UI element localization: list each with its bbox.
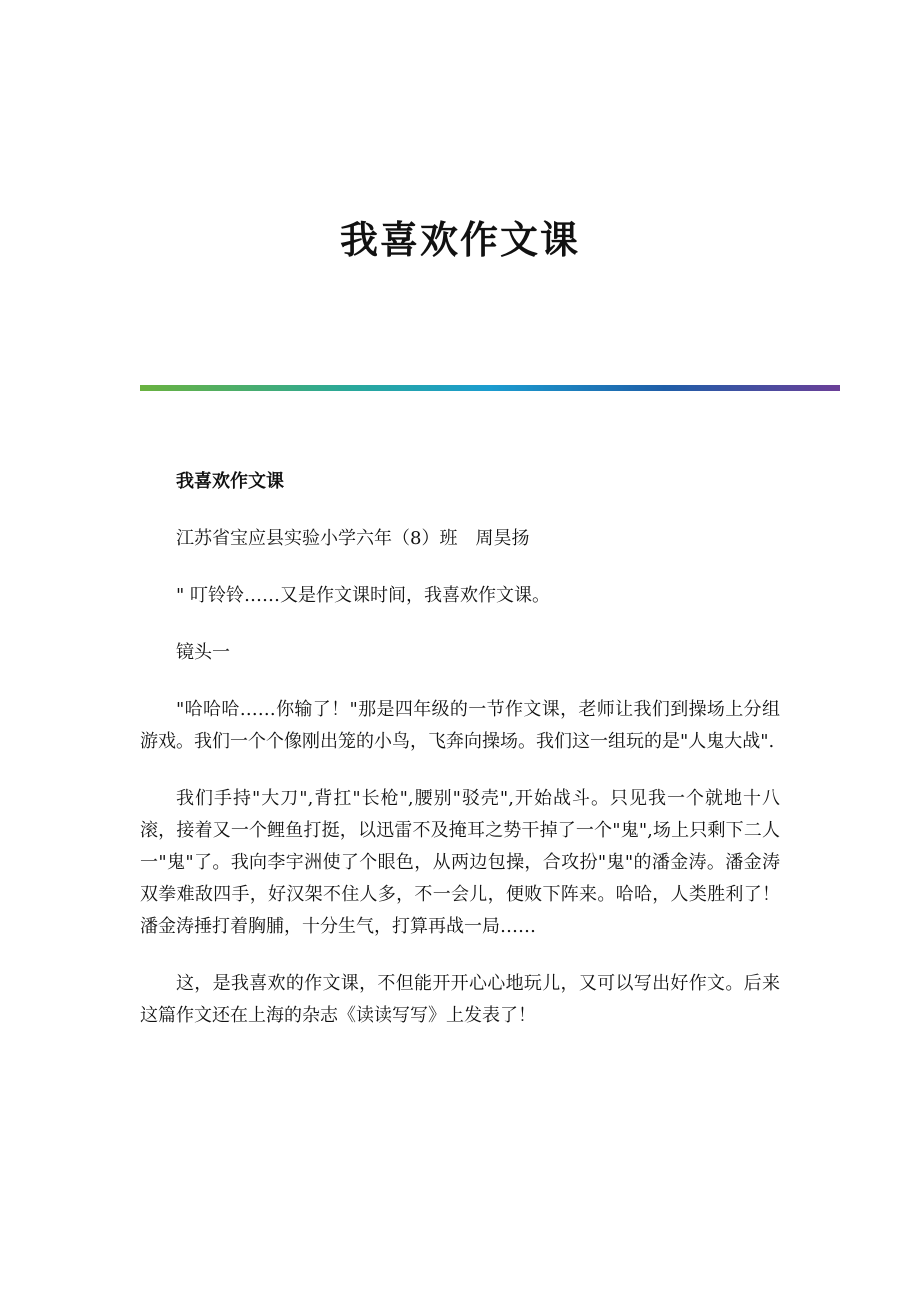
paragraph-1: " 叮铃铃……又是作文课时间，我喜欢作文课。 [176, 585, 550, 606]
section-label: 镜头一 [176, 642, 230, 663]
article-body [140, 466, 780, 1057]
page-title: 我喜欢作文课 [339, 217, 580, 262]
paragraph-2: "哈哈哈……你输了！"那是四年级的一节作文课，老师让我们到操场上分组游戏。我们一个个像刚出笼的小鸟，飞奔向操场。我们这一组玩的是"人鬼大战". [140, 699, 780, 752]
paragraph-3: 我们手持"大刀",背扛"长枪",腰别"驳壳",开始战斗。只见我一个就地十八滚，接着又一个鲤鱼打挺，以迅雷不及掩耳之势干掉了一个"鬼",场上只剩下二人一"鬼"了。我向李宇洲使了个眼色，从两边包操，合攻扮"鬼"的潘金涛。潘金涛双拳难敌四手，好汉架不住人多，不一会儿，便败下阵来。哈哈，人类胜利了！潘金涛捶打着胸脯，十分生气，打算再战一局…… [140, 788, 780, 937]
article-heading: 我喜欢作文课 [176, 471, 284, 492]
paragraph-4: 这，是我喜欢的作文课，不但能开开心心地玩儿，又可以写出好作文。后来这篇作文还在上海的杂志《读读写写》上发表了！ [140, 973, 780, 1026]
gradient-divider [140, 385, 840, 391]
author-line: 江苏省宝应县实验小学六年（8）班 周昊扬 [176, 528, 530, 549]
